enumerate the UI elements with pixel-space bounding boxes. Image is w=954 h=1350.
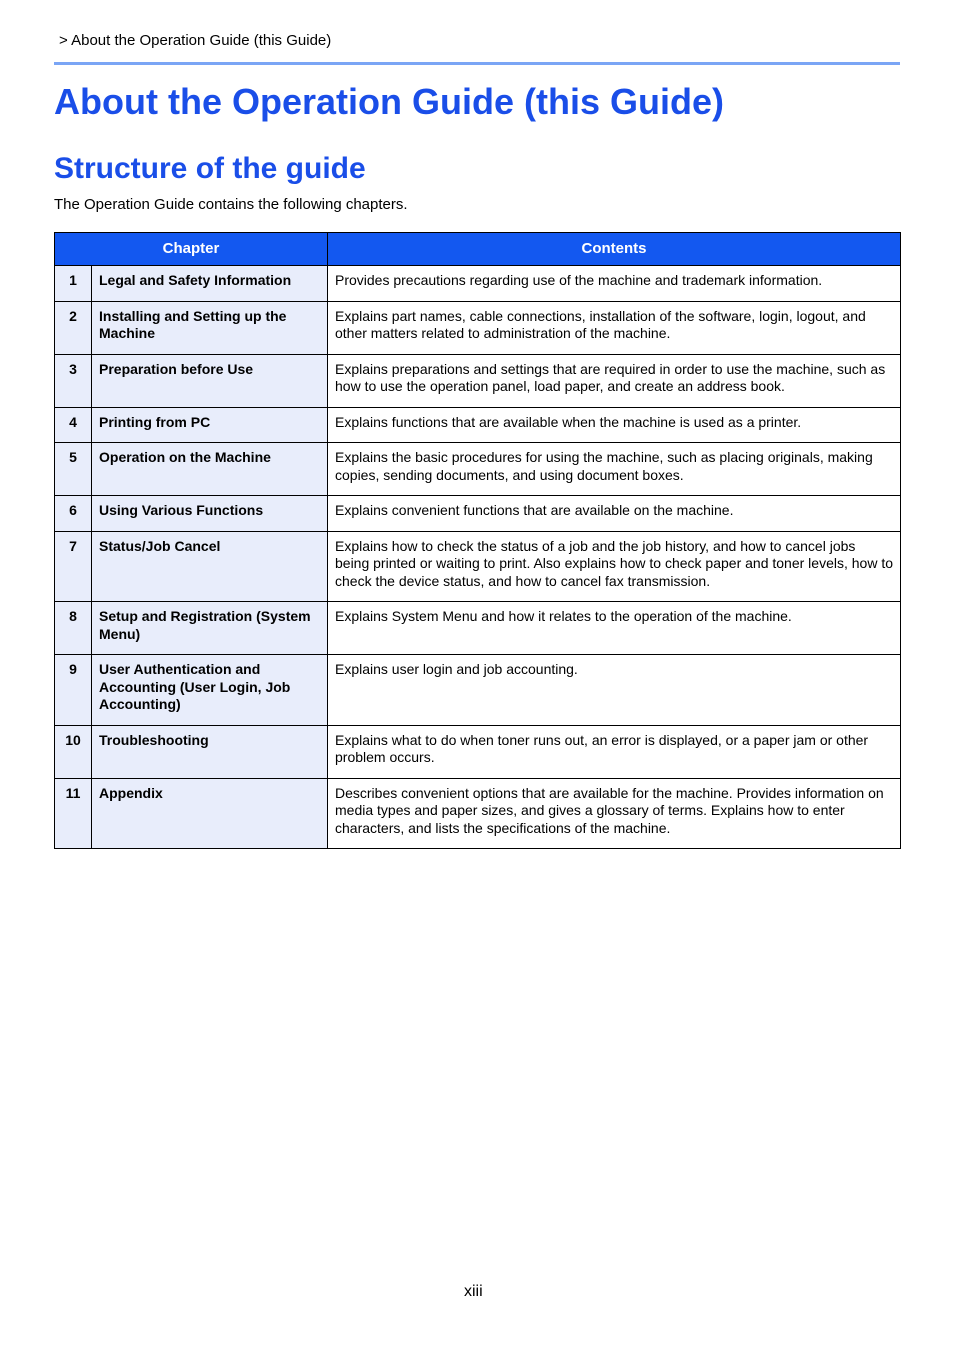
table-row <box>55 354 901 407</box>
table-row <box>55 655 901 726</box>
chapter-description: Explains user login and job accounting. <box>328 655 901 726</box>
intro-text: The Operation Guide contains the following chapters. <box>54 196 408 213</box>
chapter-description: Explains preparations and settings that are required in order to use the machine, such as how to use the operation panel, load paper, and create an address book. <box>328 354 901 407</box>
chapter-name: User Authentication and Accounting (User Login, Job Accounting) <box>92 655 328 726</box>
table-row <box>55 778 901 849</box>
chapter-name: Printing from PC <box>92 407 328 443</box>
chapter-name: Operation on the Machine <box>92 443 328 496</box>
chapters-table <box>54 232 901 849</box>
chapter-description: Explains convenient functions that are available on the machine. <box>328 496 901 532</box>
chapter-name: Using Various Functions <box>92 496 328 532</box>
chapter-description: Explains the basic procedures for using the machine, such as placing originals, making copies, sending documents, and using document boxes. <box>328 443 901 496</box>
table-row <box>55 443 901 496</box>
header-rule <box>54 62 900 65</box>
chapter-number: 1 <box>55 266 92 302</box>
table-row <box>55 407 901 443</box>
chapter-name: Troubleshooting <box>92 725 328 778</box>
chapter-name: Setup and Registration (System Menu) <box>92 602 328 655</box>
chapter-description: Explains what to do when toner runs out, an error is displayed, or a paper jam or other problem occurs. <box>328 725 901 778</box>
table-row <box>55 301 901 354</box>
table-header-row <box>55 233 901 266</box>
chapter-number: 2 <box>55 301 92 354</box>
chapter-number: 4 <box>55 407 92 443</box>
table-row <box>55 266 901 302</box>
chapter-description: Explains System Menu and how it relates to the operation of the machine. <box>328 602 901 655</box>
chapter-number: 5 <box>55 443 92 496</box>
chapter-number: 8 <box>55 602 92 655</box>
chapter-number: 6 <box>55 496 92 532</box>
chapter-name: Status/Job Cancel <box>92 531 328 602</box>
page-number: xiii <box>464 1283 483 1300</box>
table-row <box>55 531 901 602</box>
chapter-description: Explains functions that are available when the machine is used as a printer. <box>328 407 901 443</box>
breadcrumb: > About the Operation Guide (this Guide) <box>59 32 332 49</box>
chapter-number: 3 <box>55 354 92 407</box>
chapter-number: 11 <box>55 778 92 849</box>
chapter-number: 10 <box>55 725 92 778</box>
chapter-description: Describes convenient options that are available for the machine. Provides information on media types and paper sizes, and gives a glossary of terms. Explains how to enter characters, and lists the specifications of the machine. <box>328 778 901 849</box>
chapter-column-header: Chapter <box>55 233 328 266</box>
chapter-name: Appendix <box>92 778 328 849</box>
chapter-number: 7 <box>55 531 92 602</box>
chapter-description: Explains how to check the status of a job and the job history, and how to cancel jobs being printed or waiting to print. Also explains how to check paper and toner levels, how to check the device status, and how to cancel fax transmission. <box>328 531 901 602</box>
table-row <box>55 496 901 532</box>
chapter-name: Installing and Setting up the Machine <box>92 301 328 354</box>
chapter-name: Legal and Safety Information <box>92 266 328 302</box>
table-row <box>55 602 901 655</box>
chapter-number: 9 <box>55 655 92 726</box>
chapter-name: Preparation before Use <box>92 354 328 407</box>
chapter-description: Explains part names, cable connections, installation of the software, login, logout, and other matters related to administration of the machine. <box>328 301 901 354</box>
section-title: Structure of the guide <box>54 152 366 185</box>
contents-column-header: Contents <box>328 233 901 266</box>
page-title: About the Operation Guide (this Guide) <box>54 81 724 122</box>
table-row <box>55 725 901 778</box>
chapter-description: Provides precautions regarding use of the machine and trademark information. <box>328 266 901 302</box>
